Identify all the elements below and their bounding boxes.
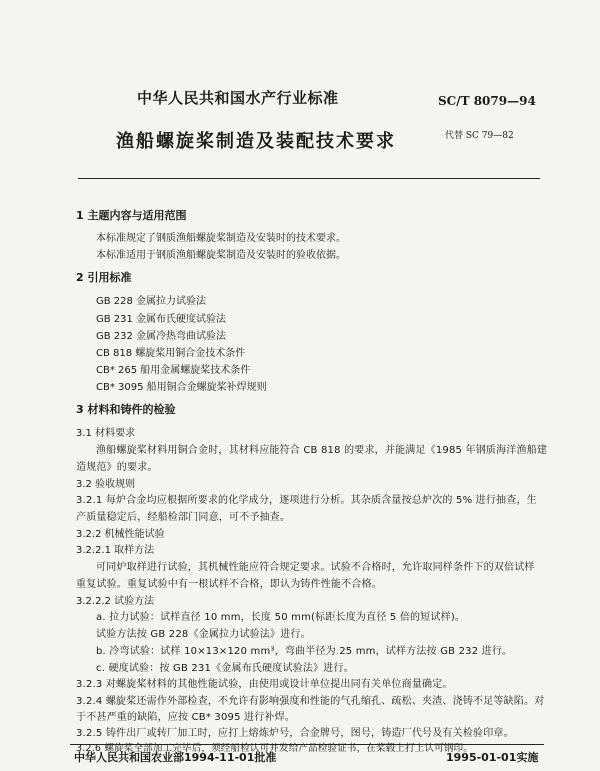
reference-item: GB 231 金属布氏硬度试验法 (96, 314, 227, 325)
clause-3-2-2-title: 3.2.2 机械性能试验 (76, 529, 165, 540)
section-1-paragraph-1: 本标准规定了钢质渔船螺旋桨制造及安装时的技术要求。 (96, 233, 346, 244)
reference-item: CB* 3095 船用铜合金螺旋桨补焊规则 (96, 382, 267, 393)
clause-3-2-4-text: 3.2.4 螺旋桨还需作外部检查，不允许有影响强度和性能的气孔缩孔、疏松、夹渣、浇铸不足等缺陷。对 (76, 696, 545, 707)
document-title: 渔船螺旋桨制造及装配技术要求 (116, 131, 396, 152)
reference-item: CB 818 螺旋桨用铜合金技术条件 (96, 348, 246, 359)
clause-3-2-2-2-title: 3.2.2.2 试验方法 (76, 596, 155, 607)
issuing-agency: 中华人民共和国水产行业标准 (137, 89, 339, 107)
test-item-b: b. 冷弯试验：试样 10×13×120 mm³，弯曲半径为 25 mm，试样方法按 GB 232 进行。 (96, 646, 513, 657)
clause-3-2-2-1-title: 3.2.2.1 取样方法 (76, 545, 155, 556)
replaces-note: 代替 SC 79—82 (445, 131, 514, 141)
section-1-heading: 1 主题内容与适用范围 (76, 209, 187, 222)
reference-item: GB 232 金属冷热弯曲试验法 (96, 331, 227, 342)
section-2-heading: 2 引用标准 (76, 271, 132, 284)
section-3-heading: 3 材料和铸件的检验 (76, 403, 176, 416)
approval-date: 中华人民共和国农业部1994-11-01批准 (74, 751, 277, 764)
section-1-paragraph-2: 本标准适用于钢质渔船螺旋桨制造及安装时的验收依据。 (96, 250, 346, 261)
clause-3-2-3-text: 3.2.3 对螺旋桨材料的其他性能试验，由使用或设计单位提出同有关单位商量确定。 (76, 679, 453, 690)
reference-item: GB 228 金属拉力试验法 (96, 296, 207, 307)
clause-3-2-6-text: 3.2.6 螺旋桨全部加工完毕后，须经船检认可并发给产品检验证书，在桨毂上打上认可钢印。 (76, 743, 473, 754)
clause-3-2-2-1-text: 重复试验。重复试验中有一根试样不合格，即认为铸件性能不合格。 (76, 579, 382, 590)
header-divider (78, 178, 540, 179)
test-item-c: c. 硬度试验：按 GB 231《金属布氏硬度试验法》进行。 (96, 663, 354, 674)
clause-3-2-1-text: 3.2.1 每炉合金均应根据所要求的化学成分，逐项进行分析。其杂质含量按总炉次的 5% 进行抽查，生 (76, 495, 537, 506)
effective-date: 1995-01-01实施 (446, 751, 539, 764)
clause-3-2-4-text: 于不甚严重的缺陷，应按 CB* 3095 进行补焊。 (76, 712, 296, 723)
test-item-a: 试验方法按 GB 228《金属拉力试验法》进行。 (96, 629, 311, 640)
footer-divider (70, 744, 544, 745)
clause-3-2-5-text: 3.2.5 铸件出厂或转厂加工时，应打上熔炼炉号，合金牌号，图号，铸造厂代号及有关检验印章。 (76, 728, 514, 739)
clause-3-2-title: 3.2 验收规则 (76, 479, 136, 490)
standard-number: SC/T 8079—94 (438, 94, 536, 108)
clause-3-1-text: 造规范》的要求。 (76, 462, 158, 473)
clause-3-2-1-text: 产质量稳定后，经船检部门同意，可不予抽查。 (76, 512, 291, 523)
clause-3-1-text: 渔船螺旋桨材料用铜合金时，其材料应能符合 CB 818 的要求，并能满足《1985 年钢质海洋渔船建 (96, 445, 548, 456)
clause-3-2-2-1-text: 可同炉取样进行试验，其机械性能应符合规定要求。试验不合格时，允许取同样条件下的双倍试样 (96, 562, 535, 573)
clause-3-1-title: 3.1 材料要求 (76, 428, 136, 439)
reference-item: CB* 265 船用金属螺旋桨技术条件 (96, 365, 251, 376)
test-item-a: a. 拉力试验：试样直径 10 mm，长度 50 mm(标距长度为直径 5 倍的短试样)。 (96, 612, 466, 623)
